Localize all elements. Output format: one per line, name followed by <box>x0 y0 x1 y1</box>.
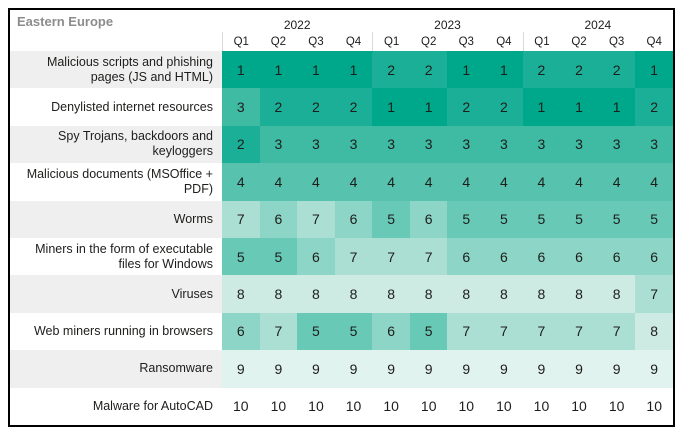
rank-cell: 8 <box>335 275 373 312</box>
rank-cell: 2 <box>635 88 673 125</box>
rank-cell: 8 <box>635 313 673 350</box>
rank-cell: 4 <box>447 163 485 200</box>
rank-cell: 2 <box>335 88 373 125</box>
rank-cell: 5 <box>410 313 448 350</box>
year-header-2022: 2022 <box>283 18 311 32</box>
row-label: Spy Trojans, backdoors and keyloggers <box>10 126 222 163</box>
rank-cell: 8 <box>297 275 335 312</box>
rank-cell: 10 <box>447 388 485 425</box>
rank-cell: 1 <box>560 88 598 125</box>
rank-cell: 1 <box>523 88 561 125</box>
rank-cell: 7 <box>410 238 448 275</box>
rank-cell: 4 <box>560 163 598 200</box>
rank-cell: 7 <box>372 238 410 275</box>
region-title: Eastern Europe <box>17 14 114 29</box>
rank-cell: 9 <box>260 350 298 387</box>
quarter-header-2022-q4: Q4 <box>345 35 362 48</box>
rank-cell: 4 <box>410 163 448 200</box>
rank-cell: 5 <box>635 201 673 238</box>
row-label: Web miners running in browsers <box>10 313 222 350</box>
rank-cell: 8 <box>447 275 485 312</box>
rank-cell: 1 <box>297 51 335 88</box>
rank-cell: 10 <box>560 388 598 425</box>
rank-cell: 3 <box>447 126 485 163</box>
year-header-2024: 2024 <box>584 18 612 32</box>
row-label: Ransomware <box>10 350 222 387</box>
rank-cell: 9 <box>635 350 673 387</box>
rank-cell: 8 <box>372 275 410 312</box>
rank-cell: 2 <box>560 51 598 88</box>
rank-cell: 10 <box>410 388 448 425</box>
rank-cell: 6 <box>297 238 335 275</box>
quarter-header-2024-q1: Q1 <box>523 32 561 51</box>
row-label: Miners in the form of executable files for Windows <box>10 238 222 275</box>
rank-cell: 1 <box>222 51 260 88</box>
rank-cell: 4 <box>372 163 410 200</box>
quarter-header-2023-q2: Q2 <box>421 35 437 48</box>
rank-cell: 10 <box>485 388 523 425</box>
row-label: Malicious scripts and phishing pages (JS and HTML) <box>10 51 222 88</box>
rank-cell: 2 <box>222 126 260 163</box>
rank-cell: 3 <box>635 126 673 163</box>
rank-cell: 2 <box>523 51 561 88</box>
rank-cell: 5 <box>222 238 260 275</box>
quarter-header-2023-q4: Q4 <box>496 35 512 48</box>
rank-cell: 10 <box>372 388 410 425</box>
quarter-header-2022-q1: Q1 <box>222 32 260 51</box>
rank-cell: 7 <box>635 275 673 312</box>
rank-cell: 6 <box>222 313 260 350</box>
row-label: Worms <box>10 201 222 238</box>
rank-cell: 10 <box>222 388 260 425</box>
rank-cell: 4 <box>222 163 260 200</box>
rank-cell: 5 <box>372 201 410 238</box>
rank-cell: 9 <box>485 350 523 387</box>
rank-cell: 4 <box>635 163 673 200</box>
rank-cell: 3 <box>485 126 523 163</box>
rank-cell: 5 <box>598 201 636 238</box>
rank-cell: 9 <box>447 350 485 387</box>
rank-cell: 2 <box>297 88 335 125</box>
heatmap-frame <box>8 8 675 427</box>
rank-cell: 3 <box>410 126 448 163</box>
rank-cell: 6 <box>410 201 448 238</box>
quarter-header-2023-q1: Q1 <box>372 32 410 51</box>
rank-cell: 1 <box>260 51 298 88</box>
rank-cell: 2 <box>447 88 485 125</box>
rank-cell: 3 <box>523 126 561 163</box>
rank-cell: 1 <box>598 88 636 125</box>
rank-cell: 9 <box>372 350 410 387</box>
rank-cell: 4 <box>297 163 335 200</box>
rank-cell: 3 <box>260 126 298 163</box>
rank-cell: 7 <box>222 201 260 238</box>
rank-cell: 4 <box>598 163 636 200</box>
rank-cell: 8 <box>523 275 561 312</box>
rank-cell: 3 <box>560 126 598 163</box>
rank-cell: 4 <box>523 163 561 200</box>
rank-cell: 6 <box>447 238 485 275</box>
rank-cell: 3 <box>598 126 636 163</box>
rank-cell: 3 <box>222 88 260 125</box>
rank-cell: 5 <box>260 238 298 275</box>
rank-cell: 9 <box>598 350 636 387</box>
quarter-header-2023-q3: Q3 <box>458 35 474 48</box>
rank-cell: 3 <box>335 126 373 163</box>
quarter-header-2024-q2: Q2 <box>571 35 587 48</box>
row-label: Denylisted internet resources <box>10 88 222 125</box>
rank-cell: 7 <box>523 313 561 350</box>
rank-cell: 10 <box>523 388 561 425</box>
rank-cell: 9 <box>335 350 373 387</box>
rank-cell: 6 <box>635 238 673 275</box>
rank-cell: 6 <box>560 238 598 275</box>
rank-cell: 8 <box>260 275 298 312</box>
rank-cell: 10 <box>335 388 373 425</box>
rank-cell: 1 <box>372 88 410 125</box>
rank-cell: 8 <box>485 275 523 312</box>
rank-cell: 7 <box>485 313 523 350</box>
row-label: Malware for AutoCAD <box>10 388 222 425</box>
year-header-2023: 2023 <box>434 18 461 32</box>
row-label: Malicious documents (MSOffice + PDF) <box>10 163 222 200</box>
rank-cell: 5 <box>297 313 335 350</box>
quarter-header-2024-q3: Q3 <box>608 35 625 48</box>
rank-cell: 6 <box>372 313 410 350</box>
rank-cell: 4 <box>485 163 523 200</box>
rank-cell: 7 <box>447 313 485 350</box>
rank-cell: 5 <box>447 201 485 238</box>
quarter-header-2022-q3: Q3 <box>308 35 324 48</box>
rank-cell: 4 <box>260 163 298 200</box>
rank-cell: 5 <box>523 201 561 238</box>
rank-cell: 9 <box>560 350 598 387</box>
rank-cell: 2 <box>410 51 448 88</box>
heatmap-table <box>10 10 673 425</box>
rank-cell: 10 <box>635 388 673 425</box>
rank-cell: 4 <box>335 163 373 200</box>
row-label: Viruses <box>10 275 222 312</box>
quarter-header-2024-q4: Q4 <box>646 35 662 48</box>
rank-cell: 8 <box>222 275 260 312</box>
rank-cell: 7 <box>560 313 598 350</box>
rank-cell: 6 <box>335 201 373 238</box>
rank-cell: 9 <box>523 350 561 387</box>
rank-cell: 7 <box>598 313 636 350</box>
rank-cell: 8 <box>410 275 448 312</box>
rank-cell: 9 <box>410 350 448 387</box>
rank-cell: 3 <box>372 126 410 163</box>
rank-cell: 10 <box>598 388 636 425</box>
rank-cell: 6 <box>598 238 636 275</box>
rank-cell: 1 <box>635 51 673 88</box>
rank-cell: 7 <box>297 201 335 238</box>
rank-cell: 8 <box>598 275 636 312</box>
rank-cell: 1 <box>410 88 448 125</box>
rank-cell: 2 <box>598 51 636 88</box>
rank-cell: 9 <box>222 350 260 387</box>
rank-cell: 1 <box>485 51 523 88</box>
rank-cell: 7 <box>260 313 298 350</box>
rank-cell: 1 <box>447 51 485 88</box>
rank-cell: 6 <box>260 201 298 238</box>
rank-cell: 5 <box>560 201 598 238</box>
rank-cell: 2 <box>485 88 523 125</box>
rank-cell: 2 <box>260 88 298 125</box>
rank-cell: 2 <box>372 51 410 88</box>
rank-cell: 10 <box>297 388 335 425</box>
rank-cell: 8 <box>560 275 598 312</box>
rank-cell: 7 <box>335 238 373 275</box>
rank-cell: 10 <box>260 388 298 425</box>
rank-cell: 9 <box>297 350 335 387</box>
rank-cell: 1 <box>335 51 373 88</box>
rank-cell: 6 <box>485 238 523 275</box>
rank-cell: 5 <box>335 313 373 350</box>
rank-cell: 3 <box>297 126 335 163</box>
rank-cell: 6 <box>523 238 561 275</box>
rank-cell: 5 <box>485 201 523 238</box>
quarter-header-2022-q2: Q2 <box>270 35 287 48</box>
